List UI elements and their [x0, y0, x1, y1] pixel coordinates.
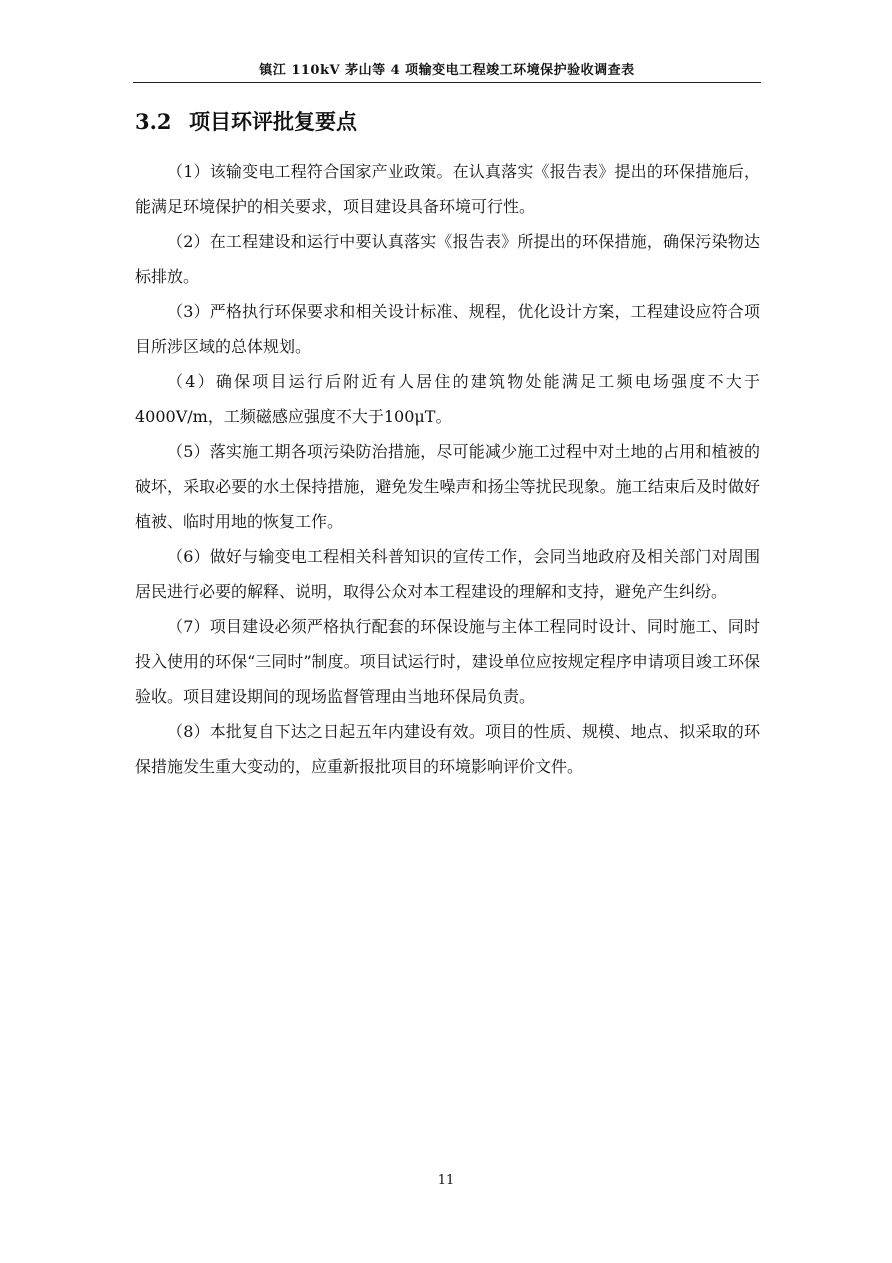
approval-point-1: （1）该输变电工程符合国家产业政策。在认真落实《报告表》提出的环保措施后，能满足环境保护的相关要求，项目建设具备环境可行性。: [135, 162, 760, 216]
page-number: 11: [437, 1173, 455, 1188]
approval-point-2: （2）在工程建设和运行中要认真落实《报告表》所提出的环保措施，确保污染物达标排放。: [135, 232, 760, 286]
header-rule: [133, 82, 761, 83]
section-heading: [135, 108, 357, 136]
approval-point-8: （8）本批复自下达之日起五年内建设有效。项目的性质、规模、地点、拟采取的环保措施发生重大变动的，应重新报批项目的环境影响评价文件。: [135, 722, 760, 776]
approval-point-7: （7）项目建设必须严格执行配套的环保设施与主体工程同时设计、同时施工、同时投入使用的环保“三同时”制度。项目试运行时，建设单位应按规定程序申请项目竣工环保验收。项目建设期间的现场监督管理由当地环保局负责。: [135, 617, 760, 706]
approval-point-3: （3）严格执行环保要求和相关设计标准、规程，优化设计方案，工程建设应符合项目所涉区域的总体规划。: [135, 302, 760, 356]
approval-point-6: （6）做好与输变电工程相关科普知识的宣传工作，会同当地政府及相关部门对周围居民进行必要的解释、说明，取得公众对本工程建设的理解和支持，避免产生纠纷。: [135, 547, 760, 601]
section-number: 3.2: [135, 109, 172, 134]
approval-points-body: [135, 154, 760, 784]
section-title: 项目环评批复要点: [189, 109, 357, 134]
page-header: 镇江 110kV 茅山等 4 项输变电工程竣工环境保护验收调查表: [259, 63, 635, 78]
approval-point-4: （4）确保项目运行后附近有人居住的建筑物处能满足工频电场强度不大于4000V/m，工频磁感应强度不大于100μT。: [135, 372, 760, 426]
approval-point-5: （5）落实施工期各项污染防治措施，尽可能减少施工过程中对土地的占用和植被的破坏，采取必要的水土保持措施，避免发生噪声和扬尘等扰民现象。施工结束后及时做好植被、临时用地的恢复工作。: [135, 442, 760, 531]
